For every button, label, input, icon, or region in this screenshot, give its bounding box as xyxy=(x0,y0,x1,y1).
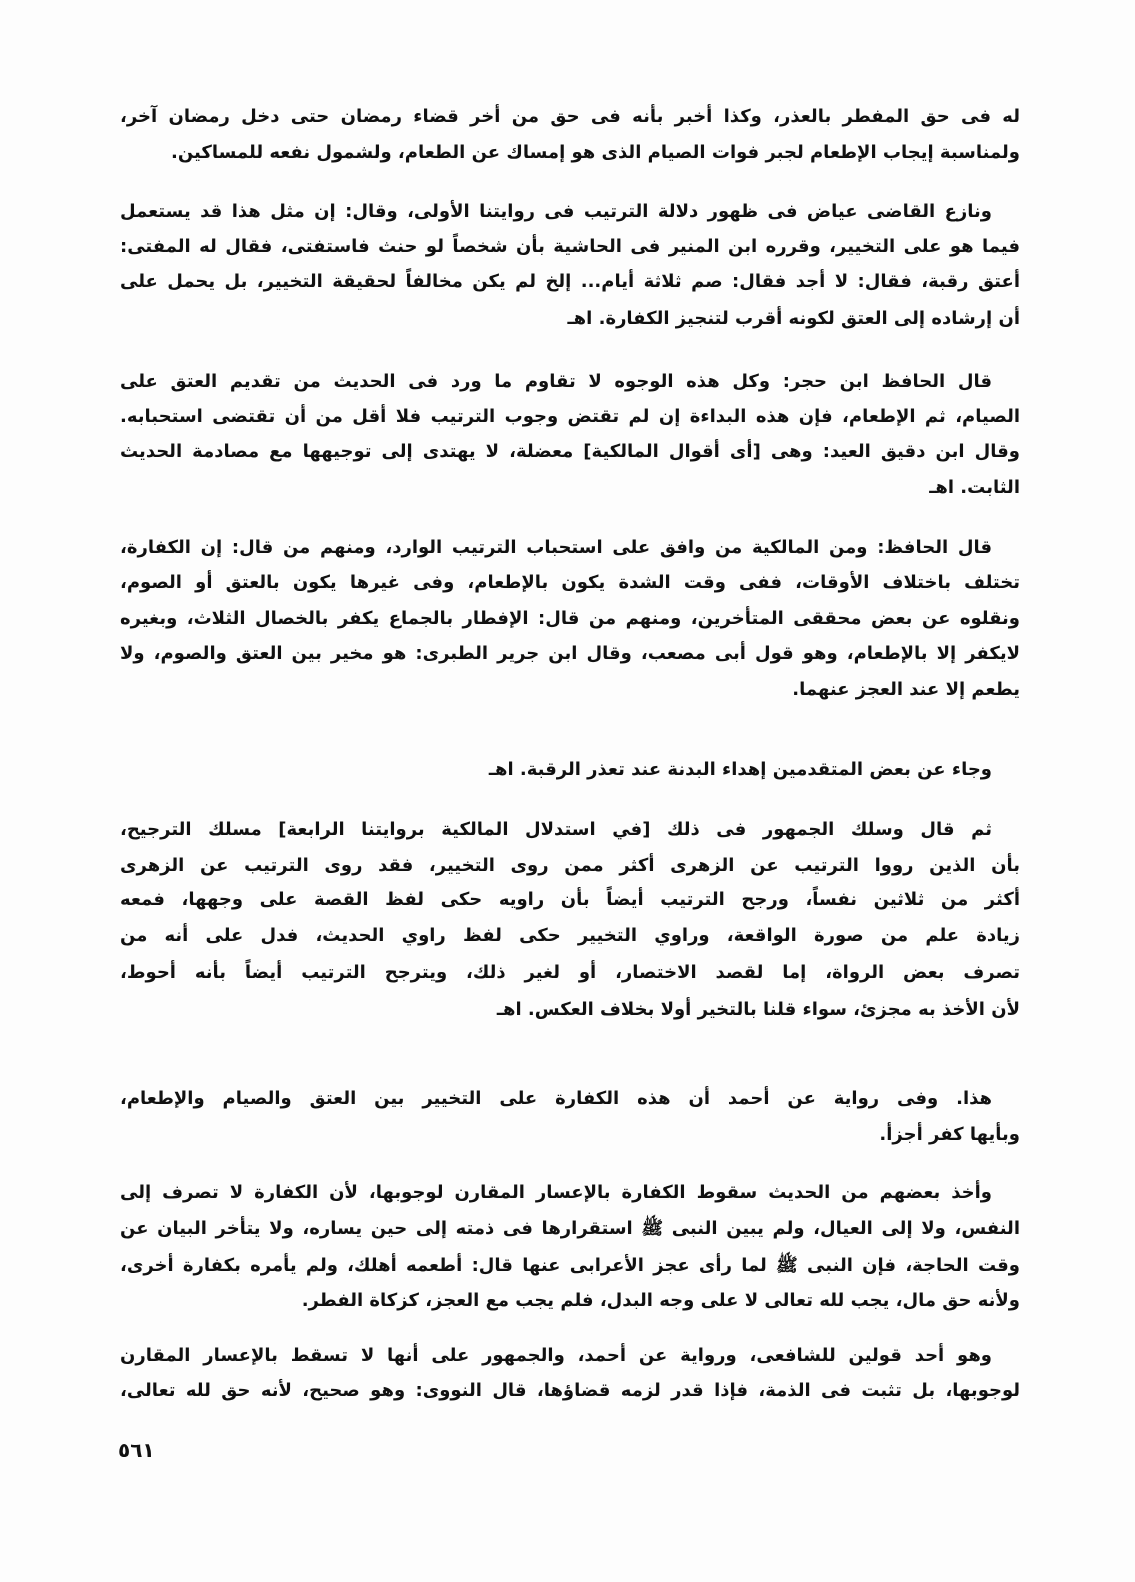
text-line: تختلف باختلاف الأوقات، ففى وقت الشدة يكون بالإطعام، وفى غيرها يكون بالعتق أو الصوم، xyxy=(120,572,1020,593)
text-line: الصيام، ثم الإطعام، فإن هذه البداءة إن لم تقتض وجوب الترتيب فلا أقل من أن تقتضى استحبابه. xyxy=(120,406,1020,427)
text-line: وأخذ بعضهم من الحديث سقوط الكفارة بالإعسار المقارن لوجوبها، لأن الكفارة لا تصرف إلى xyxy=(120,1182,992,1203)
text-line: ولأنه حق مال، يجب لله تعالى لا على وجه البدل، فلم يجب مع العجز، كزكاة الفطر. xyxy=(301,1290,1020,1311)
text-line: أعتق رقبة، فقال: لا أجد فقال: صم ثلاثة أيام... إلخ لم يكن مخالفاً لحقيقة التخيير، بل يحمل على xyxy=(120,271,1020,292)
text-line: له فى حق المفطر بالعذر، وكذا أخبر بأنه فى حق من أخر قضاء رمضان حتى دخل رمضان آخر، xyxy=(120,106,1020,127)
text-line: قال الحافظ ابن حجر: وكل هذه الوجوه لا تقاوم ما ورد فى الحديث من تقديم العتق على xyxy=(120,371,992,392)
text-line: وبأيها كفر أجزأ. xyxy=(879,1124,1020,1145)
text-line: أكثر من ثلاثين نفساً، ورجح الترتيب أيضاً بأن راويه حكى لفظ القصة على وجهها، فمعه xyxy=(120,889,1020,910)
text-line: زيادة علم من صورة الواقعة، وراوي التخيير حكى لفظ راوي الحديث، فدل على أنه من xyxy=(120,925,1020,946)
text-line: لوجوبها، بل تثبت فى الذمة، فإذا قدر لزمه قضاؤها، قال النووى: وهو صحيح، لأنه حق لله تعالى، xyxy=(120,1380,1020,1401)
text-line: النفس، ولا إلى العيال، ولم يبين النبى ﷺ استقرارها فى ذمته إلى حين يساره، ولا يتأخر البيان عن xyxy=(120,1218,1020,1239)
text-line: لأن الأخذ به مجزئ، سواء قلنا بالتخير أولا بخلاف العكس. اهـ xyxy=(496,999,1020,1020)
text-line: فيما هو على التخيير، وقرره ابن المنير فى الحاشية بأن شخصاً لو حنث فاستفتى، فقال له المفتى: xyxy=(120,236,1020,257)
text-line: يطعم إلا عند العجز عنهما. xyxy=(792,679,1020,700)
text-line: وقت الحاجة، فإن النبى ﷺ لما رأى عجز الأعرابى عنها قال: أطعمه أهلك، ولم يأمره بكفارة أخرى، xyxy=(120,1255,1020,1276)
text-line: وهو أحد قولين للشافعى، ورواية عن أحمد، والجمهور على أنها لا تسقط بالإعسار المقارن xyxy=(120,1345,992,1366)
text-line: ونازع القاضى عياض فى ظهور دلالة الترتيب فى روايتنا الأولى، وقال: إن مثل هذا قد يستعمل xyxy=(120,201,992,222)
text-line: الثابت. اهـ xyxy=(929,477,1020,498)
text-line: لايكفر إلا بالإطعام، وهو قول أبى مصعب، وقال ابن جرير الطبرى: هو مخير بين العتق والصوم، ولا xyxy=(120,643,1020,664)
text-line: هذا. وفى رواية عن أحمد أن هذه الكفارة على التخيير بين العتق والصيام والإطعام، xyxy=(120,1088,992,1109)
text-line: بأن الذين رووا الترتيب عن الزهرى أكثر ممن روى التخيير، فقد روى الترتيب عن الزهرى xyxy=(120,855,1020,876)
page-number: ٥٦١ xyxy=(118,1438,155,1462)
text-line: وجاء عن بعض المتقدمين إهداء البدنة عند تعذر الرقبة. اهـ xyxy=(488,759,992,780)
text-line: ونقلوه عن بعض محققى المتأخرين، ومنهم من قال: الإفطار بالجماع يكفر بالخصال الثلاث، وبغيره xyxy=(120,608,1020,629)
text-line: ولمناسبة إيجاب الإطعام لجبر فوات الصيام الذى هو إمساك عن الطعام، ولشمول نفعه للمساكين. xyxy=(170,142,1020,163)
text-line: وقال ابن دقيق العيد: وهى [أى أقوال المالكية] معضلة، لا يهتدى إلى توجيهها مع مصادمة الحديث xyxy=(120,441,1020,462)
text-line: تصرف بعض الرواة، إما لقصد الاختصار، أو لغير ذلك، ويترجح الترتيب أيضاً بأنه أحوط، xyxy=(120,962,1020,983)
text-line: أن إرشاده إلى العتق لكونه أقرب لتنجيز الكفارة. اهـ xyxy=(567,308,1020,329)
text-line: قال الحافظ: ومن المالكية من وافق على استحباب الترتيب الوارد، ومنهم من قال: إن الكفارة، xyxy=(120,537,992,558)
text-line: ثم قال وسلك الجمهور فى ذلك [في استدلال المالكية بروايتنا الرابعة] مسلك الترجيح، xyxy=(120,819,992,840)
